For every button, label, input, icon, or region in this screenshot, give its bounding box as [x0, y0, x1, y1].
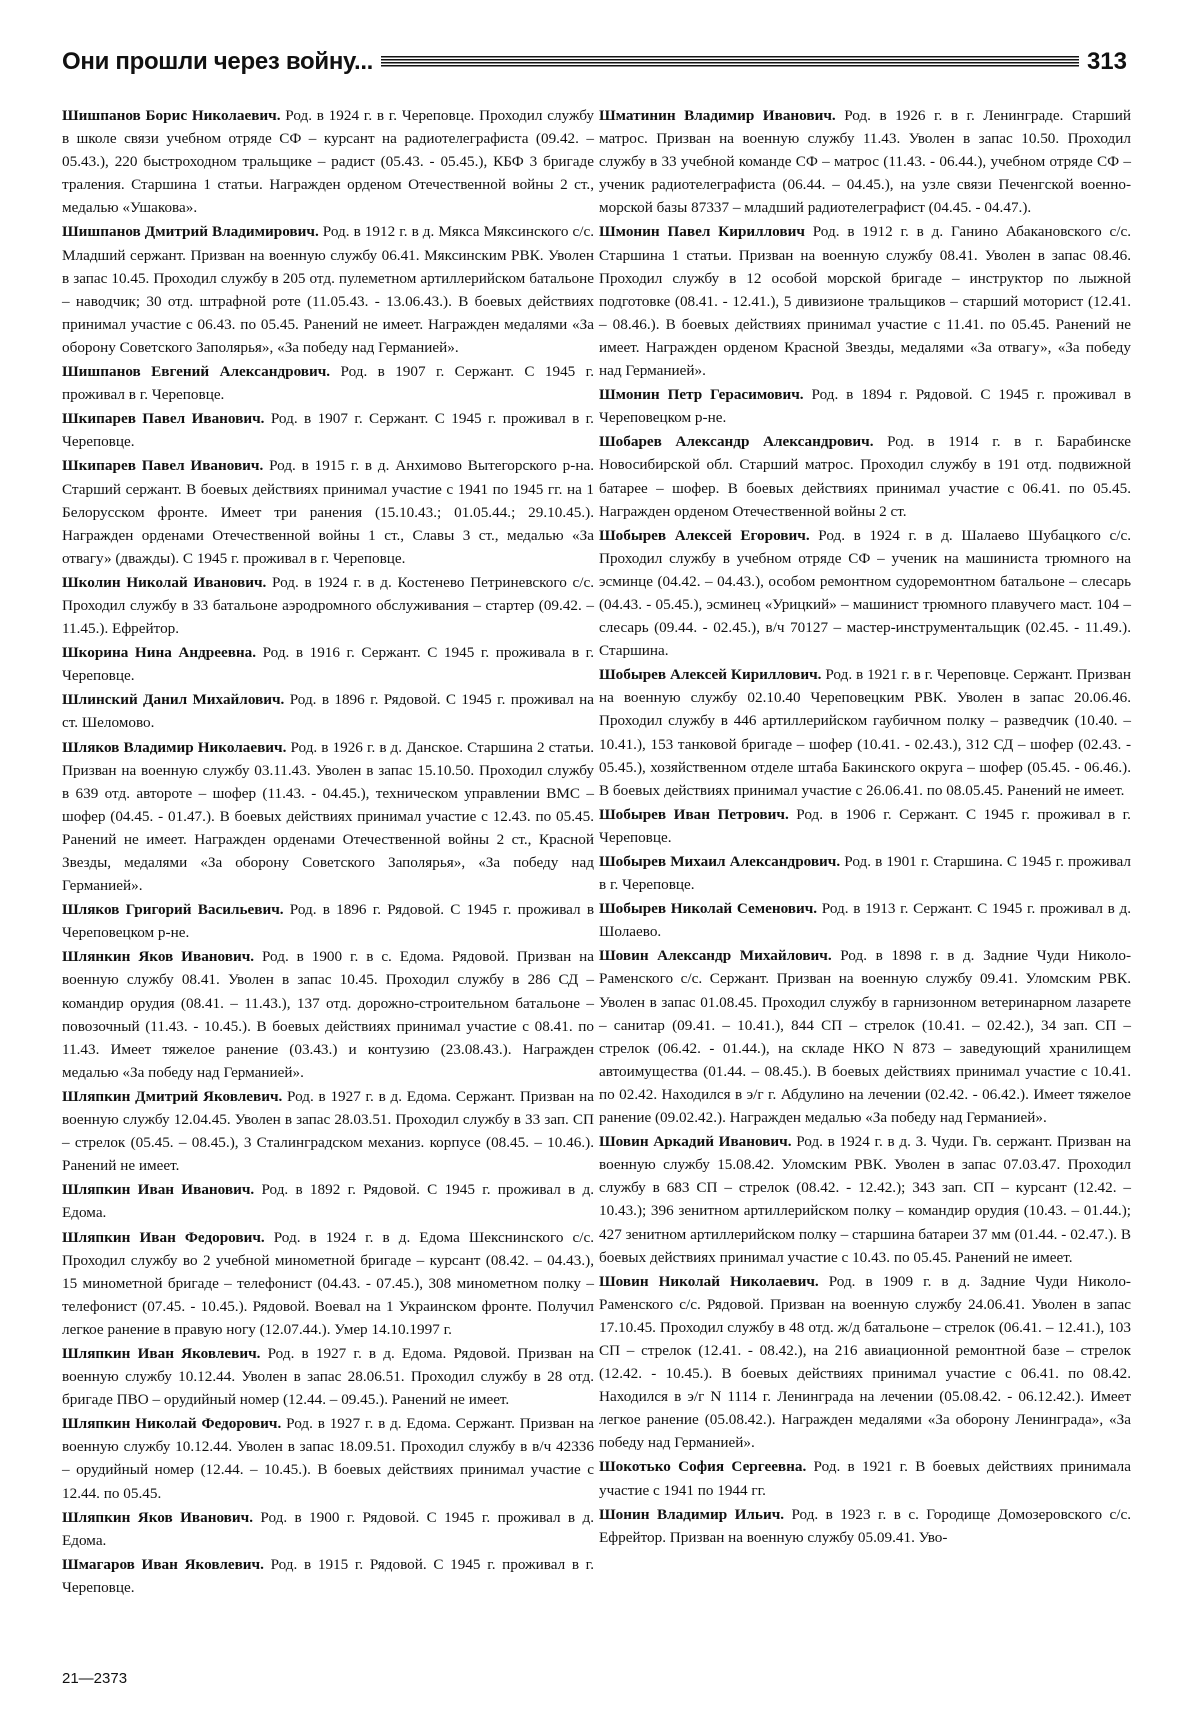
person-name: Шобырев Алексей Кириллович. [599, 666, 822, 684]
person-name: Шляпкин Иван Иванович. [62, 1181, 255, 1199]
biography-entry [62, 104, 594, 219]
biography-text: Род. в 1914 г. в г. Барабинске Новосибирской обл. Старший матрос. Проходил службу в 191 отд. подвижной батарее – шофер. В боевых действиях принимал участие с 06.41. по 05.45. Награжден орденом Отечественной войны 2 ст. [599, 433, 1131, 520]
person-name: Шмонин Петр Герасимович. [599, 386, 804, 404]
biography-text: Род. в 1906 г. Сержант. С 1945 г. проживал в г. Череповце. [599, 805, 1131, 846]
biography-entry [599, 1270, 1131, 1455]
biography-text: Род. в 1924 г. в д. Костенево Петриневского с/с. Проходил службу в 33 батальоне аэродромного обслуживания – стартер (09.42. – 11.45.). Ефрейтор. [62, 573, 594, 638]
biography-entry [62, 1506, 594, 1552]
biography-text: Род. в 1915 г. в д. Анхимово Вытегорского р-на. Старший сержант. В боевых действиях принимал участие с 1941 по 1945 гг. на 1 Белорусском фронте. Имеет три ранения (15.10.43.; 01.05.44.; 29.10.45.). Награжден орденами Отечественной войны 1 ст., Славы 3 ст., медалью «За отвагу» (дважды). С 1945 г. проживал в г. Череповце. [62, 457, 594, 567]
biography-entry [62, 1226, 594, 1341]
person-name: Шляков Владимир Николаевич. [62, 738, 287, 756]
person-name: Шляпкин Иван Федорович. [62, 1228, 265, 1246]
person-name: Шлянкин Яков Иванович. [62, 948, 255, 966]
biography-entry [62, 1085, 594, 1177]
biography-entry [599, 803, 1131, 849]
person-name: Шобырев Николай Семенович. [599, 900, 818, 918]
biography-entry [62, 1553, 594, 1599]
biography-text: Род. в 1913 г. Сержант. С 1945 г. проживал в д. Шолаево. [599, 900, 1131, 941]
biography-entry [599, 430, 1131, 522]
biography-text: Род. в 1901 г. Старшина. С 1945 г. проживал в г. Череповце. [599, 853, 1131, 894]
left-column [62, 104, 594, 1600]
person-name: Шовин Александр Михайлович. [599, 947, 832, 965]
biography-text: Род. в 1924 г. в д. Едома Шекснинского с/с. Проходил службу во 2 учебной минометной бригаде – курсант (08.42. – 04.43.), 15 минометной бригаде – телефонист (04.43. - 07.45.), 308 минометном полку – телефонист (07.45. - 10.45.). Рядовой. Воевал на 1 Украинском фронте. Получил легкое ранение в правую ногу (12.07.44.). Умер 14.10.1997 г. [62, 1228, 594, 1338]
person-name: Шляпкин Николай Федорович. [62, 1415, 282, 1433]
header-rule [381, 56, 1079, 68]
biography-entry [62, 945, 594, 1084]
person-name: Шматинин Владимир Иванович. [599, 107, 836, 124]
biography-text: Род. в 1921 г. в г. Череповце. Сержант. Призван на военную службу 02.10.40 Череповецким РВК. Уволен в запас 20.06.46. Проходил службу в 446 артиллерийском гаубичном полку – разведчик (10.40. – 10.41.), 153 танковой бригаде – шофер (10.41. - 02.43.), 312 СД – шофер (02.43. - 05.45.), хозяйственном отделе штаба Бакинского округа – шофер (05.45. - 06.46.). В боевых действиях принимал участие с 26.06.41. по 08.05.45. Ранений не имеет. [599, 666, 1131, 799]
biography-text: Род. в 1921 г. В боевых действиях принимала участие с 1941 по 1944 гг. [599, 1458, 1131, 1499]
biography-text: Род. в 1894 г. Рядовой. С 1945 г. проживал в Череповецком р-не. [599, 386, 1131, 427]
biography-entry [599, 383, 1131, 429]
biography-entry [599, 524, 1131, 663]
running-header [62, 44, 1127, 80]
person-name: Шкорина Нина Андреевна. [62, 644, 257, 662]
biography-entry [599, 1455, 1131, 1501]
person-name: Шовин Аркадий Иванович. [599, 1133, 792, 1151]
biography-text: Род. в 1915 г. Рядовой. С 1945 г. проживал в г. Череповце. [62, 1555, 594, 1596]
page-number: 313 [1086, 48, 1127, 75]
biography-text: Род. в 1924 г. в д. Шалаево Шубацкого с/с. Проходил службу в учебном отряде СФ – ученик на машиниста трюмного на эсминце (04.42. – 04.43.), особом ремонтном судоремонтном батальоне – слесарь (04.43. - 05.45.), эсминец «Урицкий» – машинист трюмного плавучего маст. 104 – слесарь (09.44. - 02.45.), в/ч 70127 – мастер-инструментальщик (02.45. - 11.49.). Старшина. [599, 526, 1131, 660]
person-name: Шишпанов Евгений Александрович. [62, 363, 331, 381]
biography-entry [599, 897, 1131, 943]
biography-text: Род. в 1912 г. в д. Ганино Абакановского с/с. Старшина 1 статьи. Призван на военную службу 08.41. Уволен в запас 08.46. Проходил службу в 12 особой морской бригаде – инструктор по лыжной подготовке (08.41. - 12.41.), 5 дивизионе тральщиков – старший моторист (12.41. – 08.46.). В боевых действиях принимал участие с 11.41. по 05.45. Ранений не имеет. Награжден орденом Красной Звезды, медалями «За отвагу», «За победу над Германией». [599, 223, 1131, 380]
person-name: Шовин Николай Николаевич. [599, 1272, 819, 1290]
biography-text: Род. в 1924 г. в г. Череповце. Проходил службу в школе связи учебном отряде СФ – курсант на радиотелеграфиста (09.42. – 05.43.), 220 быстроходном тральщике – радист (05.43. - 05.45.), КБФ 3 бригаде траления. Старшина 1 статьи. Награжден орденом Отечественной войны 2 ст., медалью «Ушакова». [62, 107, 594, 217]
biography-text: Род. в 1924 г. в д. З. Чуди. Гв. сержант. Призван на военную службу 15.08.42. Уломским РВК. Уволен в запас 07.03.47. Проходил службу в 683 СП – стрелок (08.42. - 12.42.); 343 зап. СП – курсант (12.42. – 10.43.); 396 зенитном артиллерийском полку – командир орудия (10.43. – 01.44.); 427 зенитном артиллерийском полку – старшина батареи 37 мм (01.44. - 02.47.). В боевых действиях принимал участие с 10.43. по 05.45. Ранений не имеет. [599, 1133, 1131, 1266]
biography-text: Род. в 1912 г. в д. Мякса Мяксинского с/с. Младший сержант. Призван на военную службу 06.41. Мяксинским РВК. Уволен в запас 10.45. Проходил службу в 205 отд. пулеметном артиллерийском батальоне – наводчик; 30 отд. штрафной роте (11.05.43. - 13.06.43.). В боевых действиях принимал участие с 06.43. по 05.45. Ранений не имеет. Награжден медалями «За оборону Советского Заполярья», «За победу над Германией». [62, 223, 594, 356]
person-name: Шмагаров Иван Яковлевич. [62, 1555, 264, 1573]
biography-entry [62, 1412, 594, 1504]
person-name: Шлинский Данил Михайлович. [62, 691, 285, 709]
biography-entry [62, 736, 594, 898]
biography-entry [62, 1178, 594, 1224]
person-name: Шляпкин Иван Яковлевич. [62, 1344, 261, 1362]
biography-text: Род. в 1927 г. в д. Едома. Сержант. Призван на военную службу 12.04.45. Уволен в запас 28.03.51. Проходил службу в 33 зап. СП – стрелок (05.45. – 08.45.), 3 Сталинградском механиз. корпусе (08.45. – 10.46.). Ранений не имеет. [62, 1087, 594, 1175]
person-name: Шляпкин Яков Иванович. [62, 1508, 253, 1526]
biography-entry [62, 688, 594, 734]
biography-text: Род. в 1923 г. в с. Городище Домозеровского с/с. Ефрейтор. Призван на военную службу 05.09.41. Уво- [599, 1505, 1131, 1546]
person-name: Шобырев Михаил Александрович. [599, 853, 841, 870]
person-name: Шкипарев Павел Иванович. [62, 410, 265, 428]
biography-entry [62, 641, 594, 687]
biography-text: Род. в 1892 г. Рядовой. С 1945 г. проживал в д. Едома. [62, 1181, 594, 1222]
right-column [599, 104, 1131, 1550]
biography-entry [62, 407, 594, 453]
biography-text: Род. в 1926 г. в г. Ленинграде. Старший матрос. Призван на военную службу 11.43. Уволен в запас 10.50. Проходил службу в 33 учебной команде СФ – матрос (11.43. - 06.44.), учебном отряде СФ – ученик радиотелеграфиста (06.44. – 04.45.), на узле связи Печенгской военно-морской базы 87337 – младший радиотелеграфист (04.45. - 04.47.). [599, 107, 1131, 217]
biography-text: Род. в 1927 г. в д. Едома. Рядовой. Призван на военную службу 10.12.44. Уволен в запас 28.06.51. Проходил службу в 28 отд. бригаде ПВО – орудийный номер (12.44. – 09.45.). Ранений не имеет. [62, 1344, 594, 1409]
person-name: Шляков Григорий Васильевич. [62, 901, 284, 919]
biography-text: Род. в 1898 г. в д. Задние Чуди Николо-Раменского с/с. Сержант. Призван на военную службу 09.41. Уломским РВК. Уволен в запас 01.08.45. Проходил службу в гарнизонном ветеринарном лазарете – санитар (09.41. – 10.41.), 844 СП – стрелок (10.41. – 02.42.), 34 зап. СП – стрелок (06.42. - 01.44.), на складе НКО N 873 – заведующий хранилищем автоимущества (01.44. – 08.45.). В боевых действиях принимал участие с 10.41. по 02.42. Находился в э/г г. Абдулино на лечении (02.42. - 06.42.). Имеет тяжелое ранение (09.02.42.). Награжден медалью «За победу над Германией». [599, 947, 1131, 1127]
biography-entry [62, 898, 594, 944]
person-name: Шляпкин Дмитрий Яковлевич. [62, 1087, 283, 1105]
person-name: Шмонин Павел Кириллович [599, 223, 805, 241]
person-name: Шонин Владимир Ильич. [599, 1505, 785, 1523]
biography-entry [62, 571, 594, 640]
person-name: Шокотько София Сергеевна. [599, 1458, 807, 1476]
biography-text: Род. в 1900 г. в с. Едома. Рядовой. Призван на военную службу 08.41. Уволен в запас 10.45. Проходил службу в 286 СД – командир орудия (08.41. – 11.43.), 137 отд. дорожно-строительном батальоне – повозочный (11.43. - 10.45.). В боевых действиях принимал участие с 08.41. по 11.43. Имеет тяжелое ранение (03.43.) и контузию (23.08.43.). Награжден медалью «За победу над Германией». [62, 948, 595, 1081]
biography-text: Род. в 1896 г. Рядовой. С 1945 г. проживал в Череповецком р-не. [62, 901, 594, 942]
biography-text: Род. в 1916 г. Сержант. С 1945 г. проживала в г. Череповце. [62, 644, 594, 685]
biography-text: Род. в 1909 г. в д. Задние Чуди Николо-Раменского с/с. Рядовой. Призван на военную службу 24.06.41. Уволен в запас 17.10.45. Проходил службу в 48 отд. ж/д батальоне – стрелок (06.41. – 12.41.), 103 СП – стрелок (12.41. - 08.42.), на 216 авиационной ремонтной базе – стрелок (12.42. - 10.45.). В боевых действиях принимал участие с 06.41. по 08.42. Находился в э/г N 1114 г. Ленинграда на лечении (05.08.42. - 06.12.42.). Имеет легкое ранение (05.08.42.). Награжден медалями «За оборону Ленинграда», «За победу над Германией». [599, 1272, 1131, 1452]
person-name: Шкипарев Павел Иванович. [62, 457, 264, 475]
biography-entry [599, 850, 1131, 896]
person-name: Шобырев Алексей Егорович. [599, 526, 810, 544]
biography-text: Род. в 1907 г. Сержант. С 1945 г. проживал в г. Череповце. [62, 410, 594, 451]
biography-text: Род. в 1926 г. в д. Данское. Старшина 2 статьи. Призван на военную службу 03.11.43. Уволен в запас 15.10.50. Проходил службу в 639 отд. автороте – шофер (11.43. - 04.45.), техническом управлении ВМС – шофер (04.45. - 01.47.). В боевых действиях принимал участие с 12.43. по 05.45. Ранений не имеет. Награжден орденами Отечественной войны 2 ст., Красной Звезды, медалями «За оборону Советского Заполярья», «За победу над Германией». [62, 738, 594, 895]
person-name: Шобырев Иван Петрович. [599, 805, 789, 823]
biography-text: Род. в 1900 г. Рядовой. С 1945 г. проживал в д. Едома. [62, 1508, 594, 1549]
person-name: Шобарев Александр Александрович. [599, 433, 874, 451]
person-name: Шишпанов Дмитрий Владимирович. [62, 223, 319, 241]
person-name: Школин Николай Иванович. [62, 573, 267, 591]
biography-entry [62, 220, 594, 359]
book-title: Они прошли через войну... [62, 48, 374, 75]
biography-text: Род. в 1907 г. Сержант. С 1945 г. проживал в г. Череповце. [62, 363, 594, 404]
biography-entry [599, 220, 1131, 382]
person-name: Шишпанов Борис Николаевич. [62, 107, 281, 124]
biography-entry [599, 1503, 1131, 1549]
biography-entry [62, 360, 594, 406]
printer-signature: 21—2373 [62, 1670, 128, 1687]
biography-entry [599, 944, 1131, 1129]
biography-entry [599, 104, 1131, 219]
biography-entry [599, 1130, 1131, 1269]
biography-text: Род. в 1927 г. в д. Едома. Сержант. Призван на военную службу 10.12.44. Уволен в запас 18.09.51. Проходил службу в в/ч 42336 – орудийный номер (12.44. – 10.45.). В боевых действиях принимал участие с 12.44. по 05.45. [62, 1415, 594, 1502]
biography-text: Род. в 1896 г. Рядовой. С 1945 г. проживал на ст. Шеломово. [62, 691, 594, 732]
biography-entry [599, 663, 1131, 802]
biography-entry [62, 1342, 594, 1411]
biography-entry [62, 454, 594, 569]
